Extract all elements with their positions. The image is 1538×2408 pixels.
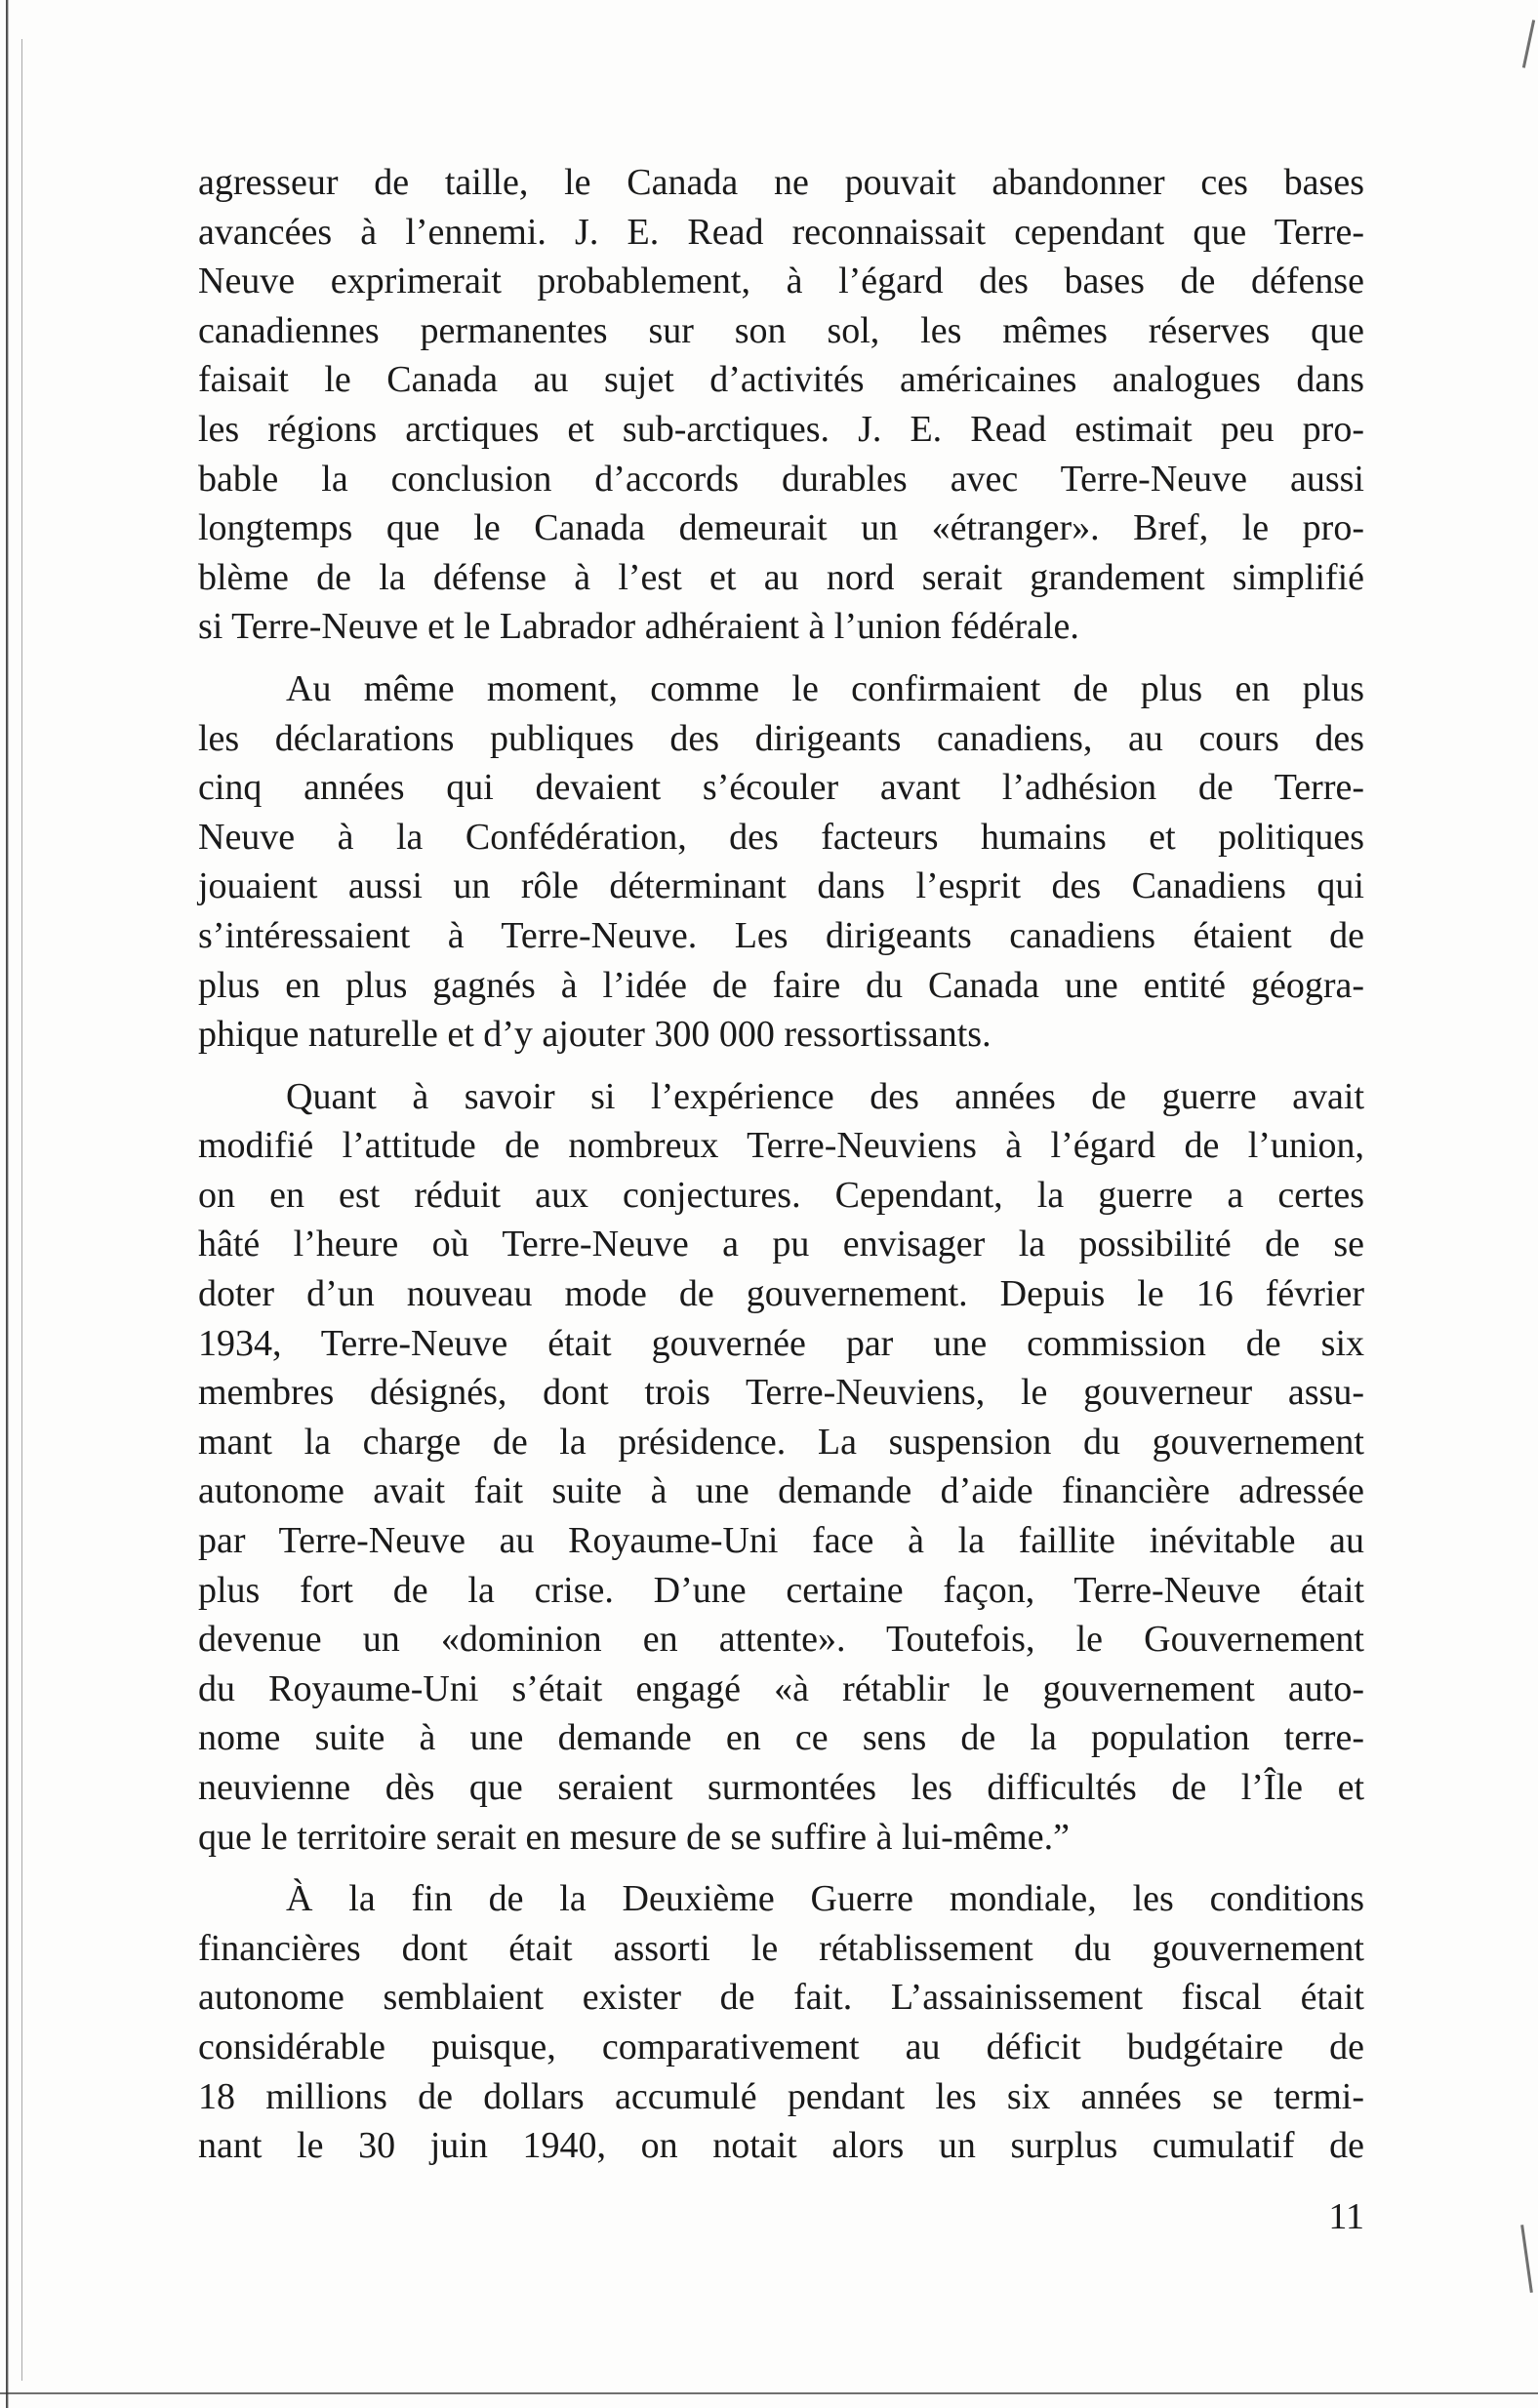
scan-margin-line: [21, 39, 22, 2381]
text-line: Neuve à la Confédération, des facteurs humains et politiques: [198, 816, 1364, 858]
text-line: devenue un «dominion en attente». Toutefois, le Gouvernement: [198, 1619, 1364, 1661]
text-line: s’intéressaient à Terre-Neuve. Les dirigeants canadiens étaient de: [198, 914, 1364, 956]
text-line: on en est réduit aux conjectures. Cependant, la guerre a certes: [198, 1174, 1364, 1216]
scan-mark-top-right: [1522, 20, 1535, 68]
text-line: hâté l’heure où Terre-Neuve a pu envisager la possibilité de se: [198, 1224, 1364, 1265]
text-line: modifié l’attitude de nombreux Terre-Neuviens à l’égard de l’union,: [198, 1125, 1364, 1167]
scan-mark-bottom-right: [1520, 2225, 1533, 2293]
text-line: neuvienne dès que seraient surmontées les difficultés de l’Île et: [198, 1767, 1364, 1808]
scan-bottom-edge: [0, 2392, 1538, 2394]
text-line: si Terre-Neuve et le Labrador adhéraient à l’union fédérale.: [198, 606, 1079, 648]
text-line: Quant à savoir si l’expérience des années de guerre avait: [286, 1075, 1364, 1117]
text-line: du Royaume-Uni s’était engagé «à rétablir le gouvernement auto-: [198, 1667, 1364, 1709]
paragraph: [198, 1072, 1364, 1863]
body-text: [198, 158, 1364, 2184]
text-line: 1934, Terre-Neuve était gouvernée par une commission de six: [198, 1322, 1364, 1364]
text-line: les régions arctiques et sub-arctiques. J. E. Read estimait peu pro-: [198, 408, 1364, 450]
text-line: À la fin de la Deuxième Guerre mondiale, les conditions: [286, 1878, 1364, 1920]
text-line: nome suite à une demande en ce sens de la population terre-: [198, 1717, 1364, 1759]
text-line: cinq années qui devaient s’écouler avant l’adhésion de Terre-: [198, 767, 1364, 809]
text-line: Neuve exprimerait probablement, à l’égard des bases de défense: [198, 261, 1364, 302]
text-line: considérable puisque, comparativement au déficit budgétaire de: [198, 2026, 1364, 2067]
paragraph: [198, 664, 1364, 1060]
text-line: agresseur de taille, le Canada ne pouvait abandonner ces bases: [198, 162, 1364, 203]
text-line: les déclarations publiques des dirigeants canadiens, au cours des: [198, 717, 1364, 759]
text-line: 18 millions de dollars accumulé pendant les six années se termi-: [198, 2075, 1364, 2117]
text-line: plus en plus gagnés à l’idée de faire du Canada une entité géogra-: [198, 964, 1364, 1006]
text-line: bable la conclusion d’accords durables avec Terre-Neuve aussi: [198, 458, 1364, 500]
text-line: nant le 30 juin 1940, on notait alors un surplus cumulatif de: [198, 2125, 1364, 2167]
text-line: blème de la défense à l’est et au nord serait grandement simplifié: [198, 556, 1364, 598]
text-line: membres désignés, dont trois Terre-Neuviens, le gouverneur assu-: [198, 1372, 1364, 1414]
page-number: 11: [1328, 2196, 1364, 2237]
paragraph: [198, 158, 1364, 652]
text-line: que le territoire serait en mesure de se suffire à lui-même.”: [198, 1816, 1070, 1858]
text-line: avancées à l’ennemi. J. E. Read reconnaissait cependant que Terre-: [198, 211, 1364, 253]
text-line: jouaient aussi un rôle déterminant dans l’esprit des Canadiens qui: [198, 865, 1364, 907]
text-line: doter d’un nouveau mode de gouvernement. Depuis le 16 février: [198, 1273, 1364, 1315]
paragraph: [198, 1874, 1364, 2171]
text-line: plus fort de la crise. D’une certaine façon, Terre-Neuve était: [198, 1569, 1364, 1611]
text-line: Au même moment, comme le confirmaient de plus en plus: [286, 667, 1364, 709]
text-line: faisait le Canada au sujet d’activités américaines analogues dans: [198, 359, 1364, 401]
scan-binding-edge: [6, 0, 9, 2408]
text-line: canadiennes permanentes sur son sol, les mêmes réserves que: [198, 309, 1364, 351]
text-line: par Terre-Neuve au Royaume-Uni face à la faillite inévitable au: [198, 1520, 1364, 1562]
text-line: longtemps que le Canada demeurait un «étranger». Bref, le pro-: [198, 507, 1364, 549]
text-line: phique naturelle et d’y ajouter 300 000 ressortissants.: [198, 1014, 992, 1056]
text-line: financières dont était assorti le rétablissement du gouvernement: [198, 1927, 1364, 1969]
text-line: autonome semblaient exister de fait. L’assainissement fiscal était: [198, 1977, 1364, 2019]
text-line: mant la charge de la présidence. La suspension du gouvernement: [198, 1421, 1364, 1463]
text-line: autonome avait fait suite à une demande d’aide financière adressée: [198, 1470, 1364, 1512]
